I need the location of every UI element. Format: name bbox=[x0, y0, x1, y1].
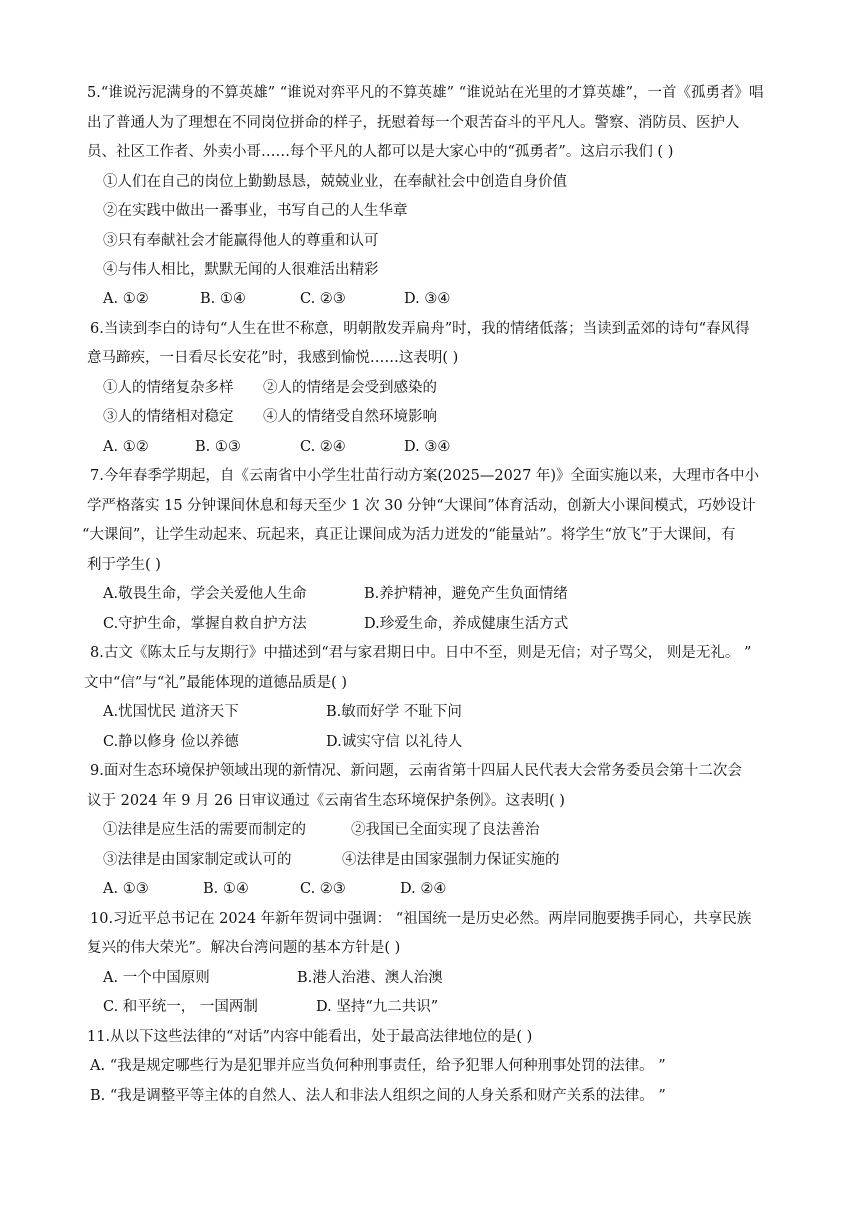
question-6-statements-row-1 bbox=[0, 373, 860, 403]
option-b: B. ①④ bbox=[203, 881, 249, 897]
question-10-options-row-2 bbox=[0, 992, 860, 1022]
option-b: B.养护精神，避免产生负面情绪 bbox=[364, 586, 568, 602]
question-6-statements-row-2 bbox=[0, 402, 860, 432]
option-d: D. ②④ bbox=[400, 881, 447, 897]
question-9-statements-row-2 bbox=[0, 845, 860, 875]
option-a: A. ①② bbox=[103, 291, 149, 307]
question-7-stem-line-3: “大课间”，让学生动起来、玩起来，真正让课间成为活力迸发的“能量站”。将学生“放飞”于大课间，有 bbox=[82, 527, 736, 543]
option-b: B. ①④ bbox=[200, 291, 246, 307]
question-5-stem-line-1: 5.“谁说污泥满身的不算英雄” “谁说对弈平凡的不算英雄” “谁说站在光里的才算英雄”，一首《孤勇者》唱 bbox=[87, 85, 764, 101]
statement-3: ③法律是由国家制定或认可的 bbox=[103, 852, 292, 868]
option-a: A. ①② bbox=[103, 439, 149, 455]
question-6-stem-line-1: 6.当读到李白的诗句“人生在世不称意，明朝散发弄扁舟”时，我的情绪低落；当读到孟郊的诗句“春风得 bbox=[90, 321, 750, 337]
option-c: C. ②③ bbox=[300, 881, 346, 897]
statement-4: ④人的情绪受自然环境影响 bbox=[263, 409, 437, 425]
option-a: A.敬畏生命，学会关爱他人生命 bbox=[103, 586, 307, 602]
option-c: C. ②④ bbox=[300, 439, 346, 455]
question-5-stem-line-3: 员、社区工作者、外卖小哥……每个平凡的人都可以是大家心中的“孤勇者”。这启示我们 ( ) bbox=[87, 144, 674, 160]
question-5-statement-2: ②在实践中做出一番事业，书写自己的人生华章 bbox=[103, 203, 408, 219]
option-d: D.珍爱生命，养成健康生活方式 bbox=[364, 616, 569, 632]
question-6-options bbox=[0, 432, 860, 462]
question-11-option-b: B. “我是调整平等主体的自然人、法人和非法人组织之间的人身关系和财产关系的法律。 ” bbox=[90, 1088, 666, 1104]
option-c: C. 和平统一， 一国两制 bbox=[103, 999, 258, 1015]
question-8-stem-line-1: 8.古文《陈太丘与友期行》中描述到“君与家君期日中。日中不至，则是无信；对子骂父， 则是无礼。 ” bbox=[90, 645, 752, 661]
question-9-stem-line-1: 9.面对生态环境保护领域出现的新情况、新问题，云南省第十四届人民代表大会常务委员会第十二次会 bbox=[90, 763, 742, 779]
option-b: B.敏而好学 不耻下问 bbox=[326, 704, 462, 720]
question-5-statement-4: ④与伟人相比，默默无闻的人很难活出精彩 bbox=[103, 262, 379, 278]
statement-4: ④法律是由国家强制力保证实施的 bbox=[342, 852, 560, 868]
option-c: C.静以修身 俭以养德 bbox=[103, 734, 239, 750]
option-c: C.守护生命，掌握自救自护方法 bbox=[103, 616, 307, 632]
question-5-stem-line-2: 出了普通人为了理想在不同岗位拼命的样子，抚慰着每一个艰苦奋斗的平凡人。警察、消防员、医护人 bbox=[87, 115, 740, 131]
question-9-stem-line-2: 议于 2024 年 9 月 26 日审议通过《云南省生态环境保护条例》。这表明( ) bbox=[87, 793, 565, 809]
question-5-statement-3: ③只有奉献社会才能赢得他人的尊重和认可 bbox=[103, 233, 379, 249]
question-10-stem-line-1: 10.习近平总书记在 2024 年新年贺词中强调： “祖国统一是历史必然。两岸同胞要携手同心，共享民族 bbox=[90, 911, 752, 927]
question-7-options-row-2 bbox=[0, 609, 860, 639]
option-a: A. 一个中国原则 bbox=[103, 970, 210, 986]
statement-2: ②我国已全面实现了良法善治 bbox=[351, 822, 540, 838]
question-11-option-a: A. “我是规定哪些行为是犯罪并应当负何种刑事责任，给予犯罪人何种刑事处罚的法律。 ” bbox=[90, 1058, 666, 1074]
option-a: A. ①③ bbox=[103, 881, 149, 897]
question-7-options-row-1 bbox=[0, 579, 860, 609]
question-8-options-row-1 bbox=[0, 697, 860, 727]
question-6-stem-line-2: 意马蹄疾，一日看尽长安花”时，我感到愉悦……这表明( ) bbox=[87, 350, 459, 366]
question-8-stem-line-2: 文中“信”与“礼”最能体现的道德品质是( ) bbox=[84, 675, 348, 691]
question-10-stem-line-2: 复兴的伟大荣光”。解决台湾问题的基本方针是( ) bbox=[87, 940, 401, 956]
option-b: B.港人治港、澳人治澳 bbox=[297, 970, 443, 986]
question-5-statement-1: ①人们在自己的岗位上勤勤恳恳，兢兢业业，在奉献社会中创造自身价值 bbox=[103, 174, 567, 190]
statement-1: ①法律是应生活的需要而制定的 bbox=[103, 822, 306, 838]
option-c: C. ②③ bbox=[300, 291, 346, 307]
option-a: A.忧国忧民 道济天下 bbox=[103, 704, 239, 720]
question-7-stem-line-4: 利于学生( ) bbox=[87, 557, 161, 573]
question-7-stem-line-2: 学严格落实 15 分钟课间休息和每天至少 1 次 30 分钟“大课间”体育活动，创新大小课间模式，巧妙设计 bbox=[87, 498, 756, 514]
question-9-statements-row-1 bbox=[0, 815, 860, 845]
option-b: B. ①③ bbox=[195, 439, 241, 455]
question-9-options bbox=[0, 874, 860, 904]
question-5-options bbox=[0, 284, 860, 314]
question-10-options-row-1 bbox=[0, 963, 860, 993]
statement-2: ②人的情绪是会受到感染的 bbox=[263, 380, 437, 396]
question-7-stem-line-1: 7.今年春季学期起，自《云南省中小学生壮苗行动方案(2025—2027 年)》全面实施以来，大理市各中小 bbox=[90, 468, 760, 484]
statement-1: ①人的情绪复杂多样 bbox=[103, 380, 234, 396]
option-d: D. ③④ bbox=[404, 439, 451, 455]
question-11-stem-line-1: 11.从以下这些法律的“对话”内容中能看出，处于最高法律地位的是( ) bbox=[87, 1029, 533, 1045]
option-d: D. 坚持“九二共识” bbox=[316, 999, 439, 1015]
option-d: D.诚实守信 以礼待人 bbox=[326, 734, 463, 750]
question-8-options-row-2 bbox=[0, 727, 860, 757]
option-d: D. ③④ bbox=[404, 291, 451, 307]
statement-3: ③人的情绪相对稳定 bbox=[103, 409, 234, 425]
